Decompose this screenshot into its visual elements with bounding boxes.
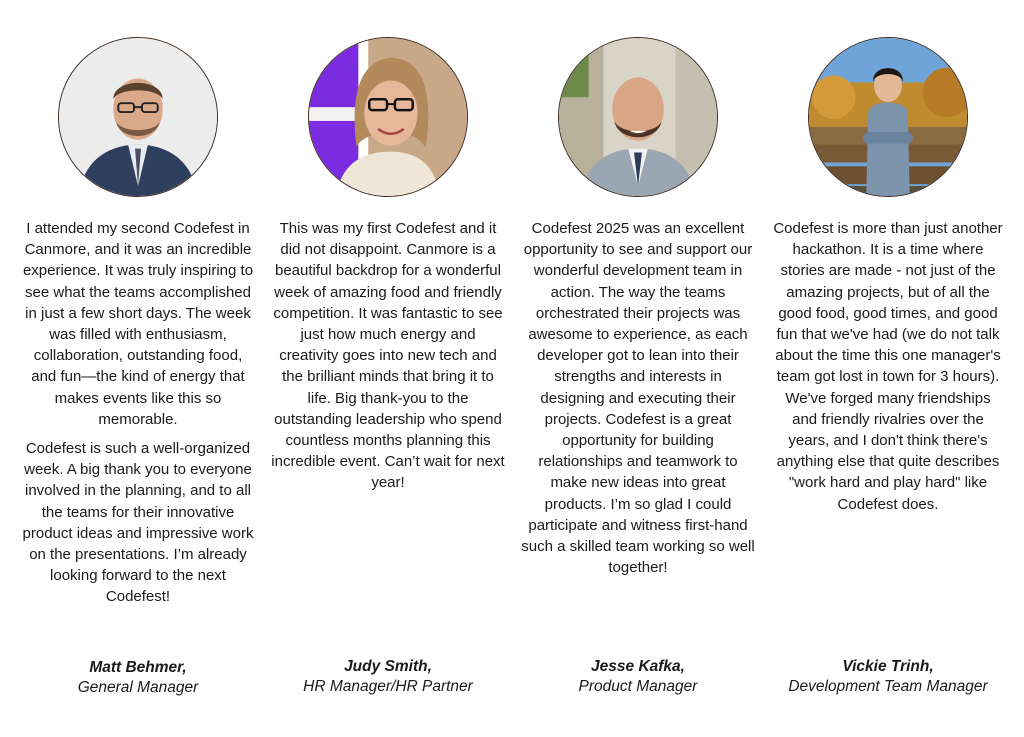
avatar-judy-smith (308, 37, 468, 197)
testimonial-quote (13, 218, 263, 616)
signature (263, 657, 513, 697)
author-name: Jesse Kafka, (591, 658, 685, 675)
portrait-image (559, 38, 717, 196)
quote-paragraph-1: Codefest is more than just another hackathon. It is a time where stories are made - not just of the amazing projects, but of all the good food, good times, and good fun that we've had (we do not talk about the time this one manager's team got lost in town for 3 hours). We've forged many friendships and friendly rivalries over the years, and I don't think there's anything else that quite describes "work hard and play hard" like Codefest does. (773, 220, 1003, 513)
author-role: General Manager (77, 679, 199, 696)
quote-paragraph-1: Codefest 2025 was an excellent opportunity to see and support our wonderful development team in action. The way the teams orchestrated their projects was awesome to experience, as each developer got to lean into their strengths and interests in designing and executing their projects. Codefest is a great opportunity for building relationships and teamwork to make new ideas into great products. I’m so glad I could participate and witness first-hand such a skilled team working so well together! (521, 220, 755, 577)
author-role: HR Manager/HR Partner (303, 678, 473, 695)
signature (13, 658, 263, 698)
testimonial-quote (513, 218, 763, 586)
portrait-image (809, 38, 967, 196)
portrait-image (59, 38, 217, 196)
quote-paragraph-1: This was my first Codefest and it did not disappoint. Canmore is a beautiful backdrop for a wonderful week of amazing food and friendly competition. It was fantastic to see just how much energy and creativity goes into new tech and the brilliant minds that bring it to life. Big thank-you to the outstanding leadership who spend countless months planning this incredible event. Can’t wait for next year! (271, 220, 505, 492)
signature (513, 657, 763, 697)
author-name: Judy Smith, (344, 658, 432, 675)
avatar-vickie-trinh (808, 37, 968, 197)
portrait-image (309, 38, 467, 196)
avatar-matt-behmer (58, 37, 218, 197)
author-name: Matt Behmer, (89, 659, 187, 676)
signature (763, 657, 1013, 697)
avatar-jesse-kafka (558, 37, 718, 197)
quote-paragraph-2: Codefest is such a well-organized week. A big thank you to everyone involved in the planning, and to all the teams for their innovative product ideas and impressive work on the presentations. I’m already looking forward to the next Codefest! (22, 440, 254, 606)
testimonial-quote (263, 218, 513, 502)
author-name: Vickie Trinh, (842, 658, 934, 675)
author-role: Development Team Manager (788, 678, 988, 695)
author-role: Product Manager (578, 678, 698, 695)
quote-paragraph-1: I attended my second Codefest in Canmore, and it was an incredible experience. It was truly inspiring to see what the teams accomplished in just a few short days. The week was filled with enthusiasm, collaboration, outstanding food, and fun—the kind of energy that makes events like this so memorable. (22, 220, 254, 428)
testimonial-quote (763, 218, 1013, 523)
